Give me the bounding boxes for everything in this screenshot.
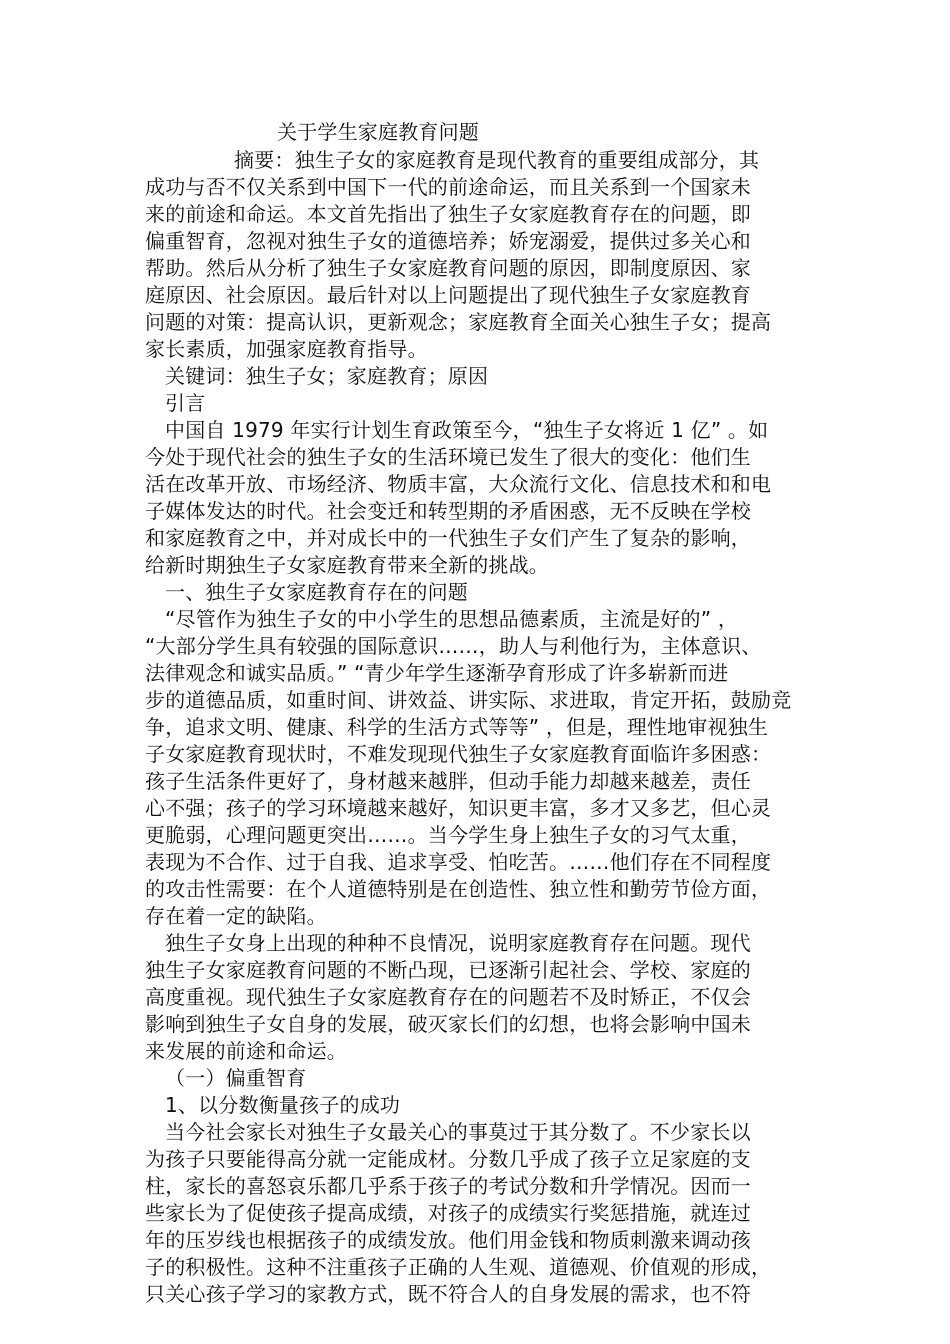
- intro-line-5: 和家庭教育之中，并对成长中的一代独生子女们产生了复杂的影响，: [145, 526, 751, 550]
- sub1-line-3: 柱，家长的喜怒哀乐都几乎系于孩子的考试分数和升学情况。因而一: [145, 1174, 751, 1198]
- sub1-line-6: 子的积极性。这种不注重孩子正确的人生观、道德观、价值观的形成，: [145, 1255, 772, 1279]
- abstract-line-8: 家长素质，加强家庭教育指导。: [145, 337, 428, 361]
- sub1-line-4: 些家长为了促使孩子提高成绩，对孩子的成绩实行奖惩措施，就连过: [145, 1201, 751, 1225]
- intro-line-1: 中国自 1979 年实行计划生育政策至今，“独生子女将近 1 亿” 。如: [165, 418, 769, 442]
- section1-line-4: 步的道德品质，如重时间、讲效益、讲实际、求进取，肯定开拓，鼓励竞: [145, 688, 792, 712]
- abstract-line-3: 来的前途和命运。本文首先指出了独生子女家庭教育存在的问题，即: [145, 202, 751, 226]
- intro-line-4: 子媒体发达的时代。社会变迁和转型期的矛盾困惑，无不反映在学校: [145, 499, 751, 523]
- abstract-line-1: 摘要：独生子女的家庭教育是现代教育的重要组成部分，其: [234, 148, 760, 172]
- sub1-line-2: 为孩子只要能得高分就一定能成材。分数几乎成了孩子立足家庭的支: [145, 1147, 751, 1171]
- sub1-line-1: 当今社会家长对独生子女最关心的事莫过于其分数了。不少家长以: [165, 1120, 751, 1144]
- abstract-line-2: 成功与否不仅关系到中国下一代的前途命运，而且关系到一个国家未: [145, 175, 751, 199]
- sub1-line-7: 只关心孩子学习的家教方式，既不符合人的自身发展的需求，也不符: [145, 1282, 751, 1306]
- abstract-line-4: 偏重智育，忽视对独生子女的道德培养；娇宠溺爱，提供过多关心和: [145, 229, 751, 253]
- section1-para2-line-4: 影响到独生子女自身的发展，破灭家长们的幻想，也将会影响中国未: [145, 1012, 751, 1036]
- document-title: 关于学生家庭教育问题: [277, 120, 479, 144]
- sub1-line-5: 年的压岁线也根据孩子的成绩发放。他们用金钱和物质刺激来调动孩: [145, 1228, 751, 1252]
- keywords-line: 关键词：独生子女；家庭教育；原因: [165, 364, 489, 388]
- section1-line-3: 法律观念和诚实品质。” “青少年学生逐渐孕育形成了许多崭新而进: [145, 661, 729, 685]
- intro-line-6: 给新时期独生子女家庭教育带来全新的挑战。: [145, 553, 549, 577]
- subsubsection-heading-1: 1、以分数衡量孩子的成功: [165, 1093, 401, 1117]
- section1-line-9: 更脆弱，心理问题更突出……。当今学生身上独生子女的习气太重，: [145, 823, 751, 847]
- section1-para2-line-5: 来发展的前途和命运。: [145, 1039, 347, 1063]
- section1-line-8: 心不强；孩子的学习环境越来越好，知识更丰富，多才又多艺，但心灵: [145, 796, 772, 820]
- abstract-line-6: 庭原因、社会原因。最后针对以上问题提出了现代独生子女家庭教育: [145, 283, 751, 307]
- section1-line-1: “尽管作为独生子女的中小学生的思想品德素质，主流是好的” ，: [165, 607, 739, 631]
- intro-heading: 引言: [165, 391, 206, 415]
- section1-line-5: 争，追求文明、健康、科学的生活方式等等” ，但是，理性地审视独生: [145, 715, 769, 739]
- section1-line-11: 的攻击性需要：在个人道德特别是在创造性、独立性和勤劳节俭方面，: [145, 877, 772, 901]
- intro-line-2: 今处于现代社会的独生子女的生活环境已发生了很大的变化：他们生: [145, 445, 751, 469]
- section1-para2-line-3: 高度重视。现代独生子女家庭教育存在的问题若不及时矫正，不仅会: [145, 985, 751, 1009]
- section1-line-12: 存在着一定的缺陷。: [145, 904, 327, 928]
- section1-line-7: 孩子生活条件更好了，身材越来越胖，但动手能力却越来越差，责任: [145, 769, 751, 793]
- section1-line-2: “大部分学生具有较强的国际意识……，助人与利他行为，主体意识、: [145, 634, 762, 658]
- section1-para2-line-1: 独生子女身上出现的种种不良情况，说明家庭教育存在问题。现代: [165, 931, 751, 955]
- abstract-line-7: 问题的对策：提高认识，更新观念；家庭教育全面关心独生子女；提高: [145, 310, 772, 334]
- subsection-heading-1: （一）偏重智育: [165, 1066, 307, 1090]
- section1-para2-line-2: 独生子女家庭教育问题的不断凸现，已逐渐引起社会、学校、家庭的: [145, 958, 751, 982]
- section-heading-1: 一、独生子女家庭教育存在的问题: [165, 580, 468, 604]
- intro-line-3: 活在改革开放、市场经济、物质丰富，大众流行文化、信息技术和和电: [145, 472, 772, 496]
- section1-line-10: 表现为不合作、过于自我、追求享受、怕吃苦。……他们存在不同程度: [145, 850, 772, 874]
- abstract-line-5: 帮助。然后从分析了独生子女家庭教育问题的原因，即制度原因、家: [145, 256, 751, 280]
- section1-line-6: 子女家庭教育现状时，不难发现现代独生子女家庭教育面临许多困惑：: [145, 742, 772, 766]
